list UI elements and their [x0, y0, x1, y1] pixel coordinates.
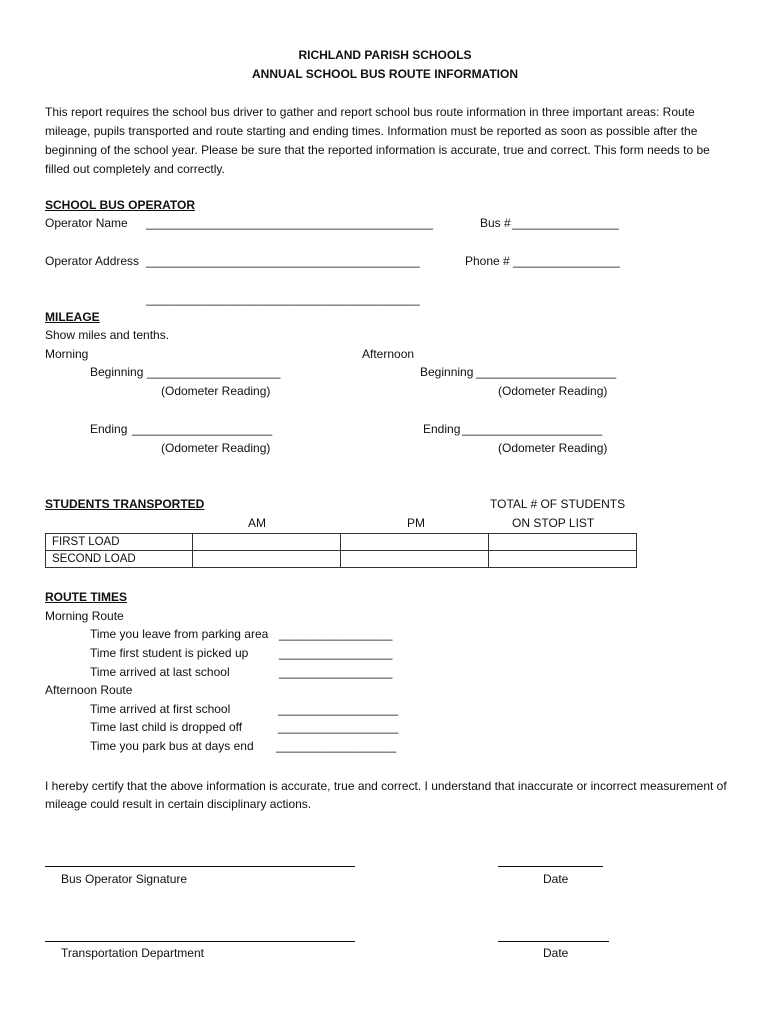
students-heading: STUDENTS TRANSPORTED — [45, 497, 205, 511]
row-label-first-load: FIRST LOAD — [46, 534, 193, 551]
first-pickup-label: Time first student is picked up — [90, 646, 249, 660]
transportation-date-label: Date — [543, 946, 569, 960]
last-dropoff-label: Time last child is dropped off — [90, 720, 243, 734]
table-row — [46, 551, 637, 568]
last-dropoff-field[interactable]: __________________ — [278, 720, 399, 734]
students-table — [45, 533, 637, 568]
mileage-note: Show miles and tenths. — [45, 328, 170, 342]
transportation-signature-line[interactable] — [45, 941, 355, 942]
afternoon-route-label: Afternoon Route — [45, 683, 133, 697]
operator-name-label: Operator Name — [45, 216, 128, 230]
am-beginning-odometer-note: (Odometer Reading) — [161, 384, 271, 398]
operator-address-label: Operator Address — [45, 254, 140, 268]
pm-beginning-odometer-note: (Odometer Reading) — [498, 384, 608, 398]
operator-date-label: Date — [543, 872, 569, 886]
table-row — [46, 534, 637, 551]
transportation-date-line[interactable] — [498, 941, 609, 942]
am-beginning-label: Beginning — [90, 365, 144, 379]
park-bus-field[interactable]: __________________ — [276, 739, 397, 753]
mileage-heading: MILEAGE — [45, 310, 100, 324]
second-load-pm-cell[interactable] — [341, 551, 489, 568]
am-beginning-field[interactable]: ____________________ — [147, 365, 281, 379]
am-ending-label: Ending — [90, 422, 128, 436]
operator-signature-label: Bus Operator Signature — [61, 872, 188, 886]
arrive-last-school-field[interactable]: _________________ — [279, 665, 393, 679]
morning-label: Morning — [45, 347, 89, 361]
transportation-signature-label: Transportation Department — [61, 946, 204, 960]
operator-heading: SCHOOL BUS OPERATOR — [45, 198, 196, 212]
second-load-am-cell[interactable] — [193, 551, 341, 568]
certification-statement: I hereby certify that the above information is accurate, true and correct. I understand that inaccurate or incorrect measurement of mileage could result in certain disciplinary actions. — [45, 779, 727, 811]
arrive-first-school-label: Time arrived at first school — [90, 702, 231, 716]
pm-ending-field[interactable]: _____________________ — [462, 422, 603, 436]
am-column-header: AM — [248, 516, 266, 530]
operator-address-field-line2[interactable]: _________________________________________ — [146, 292, 420, 306]
am-ending-odometer-note: (Odometer Reading) — [161, 441, 271, 455]
first-load-am-cell[interactable] — [193, 534, 341, 551]
pm-beginning-field[interactable]: _____________________ — [476, 365, 617, 379]
pm-beginning-label: Beginning — [420, 365, 474, 379]
leave-parking-field[interactable]: _________________ — [279, 627, 393, 641]
bus-number-field[interactable]: ________________ — [512, 216, 619, 230]
phone-label: Phone # — [465, 254, 510, 268]
operator-name-field[interactable]: ___________________________________________ — [146, 216, 433, 230]
total-students-header-line2: ON STOP LIST — [512, 516, 595, 530]
row-label-second-load: SECOND LOAD — [46, 551, 193, 568]
first-load-total-cell[interactable] — [489, 534, 637, 551]
arrive-last-school-label: Time arrived at last school — [90, 665, 230, 679]
am-ending-field[interactable]: _____________________ — [132, 422, 273, 436]
first-load-pm-cell[interactable] — [341, 534, 489, 551]
park-bus-label: Time you park bus at days end — [90, 739, 254, 753]
arrive-first-school-field[interactable]: __________________ — [278, 702, 399, 716]
operator-signature-line[interactable] — [45, 866, 355, 867]
intro-paragraph: This report requires the school bus driver to gather and report school bus route information in three important areas: Route mileage, pupils transported and route starting and ending times. Information must be reported as soon as possible after the beginning of the school year. Please be sure that the reported information is accurate, true and correct. This form needs to be filled out completely and correctly. — [45, 105, 710, 176]
bus-number-label: Bus # — [480, 216, 511, 230]
pm-ending-label: Ending — [423, 422, 461, 436]
second-load-total-cell[interactable] — [489, 551, 637, 568]
total-students-header-line1: TOTAL # OF STUDENTS — [490, 497, 626, 511]
route-times-heading: ROUTE TIMES — [45, 590, 128, 604]
pm-column-header: PM — [407, 516, 425, 530]
morning-route-label: Morning Route — [45, 609, 124, 623]
operator-date-line[interactable] — [498, 866, 603, 867]
afternoon-label: Afternoon — [362, 347, 415, 361]
phone-field[interactable]: ________________ — [513, 254, 620, 268]
first-pickup-field[interactable]: _________________ — [279, 646, 393, 660]
form-title-line2: ANNUAL SCHOOL BUS ROUTE INFORMATION — [252, 67, 518, 81]
pm-ending-odometer-note: (Odometer Reading) — [498, 441, 608, 455]
leave-parking-label: Time you leave from parking area — [90, 627, 269, 641]
operator-address-field[interactable]: _________________________________________ — [146, 254, 420, 268]
form-title-line1: RICHLAND PARISH SCHOOLS — [298, 48, 472, 62]
